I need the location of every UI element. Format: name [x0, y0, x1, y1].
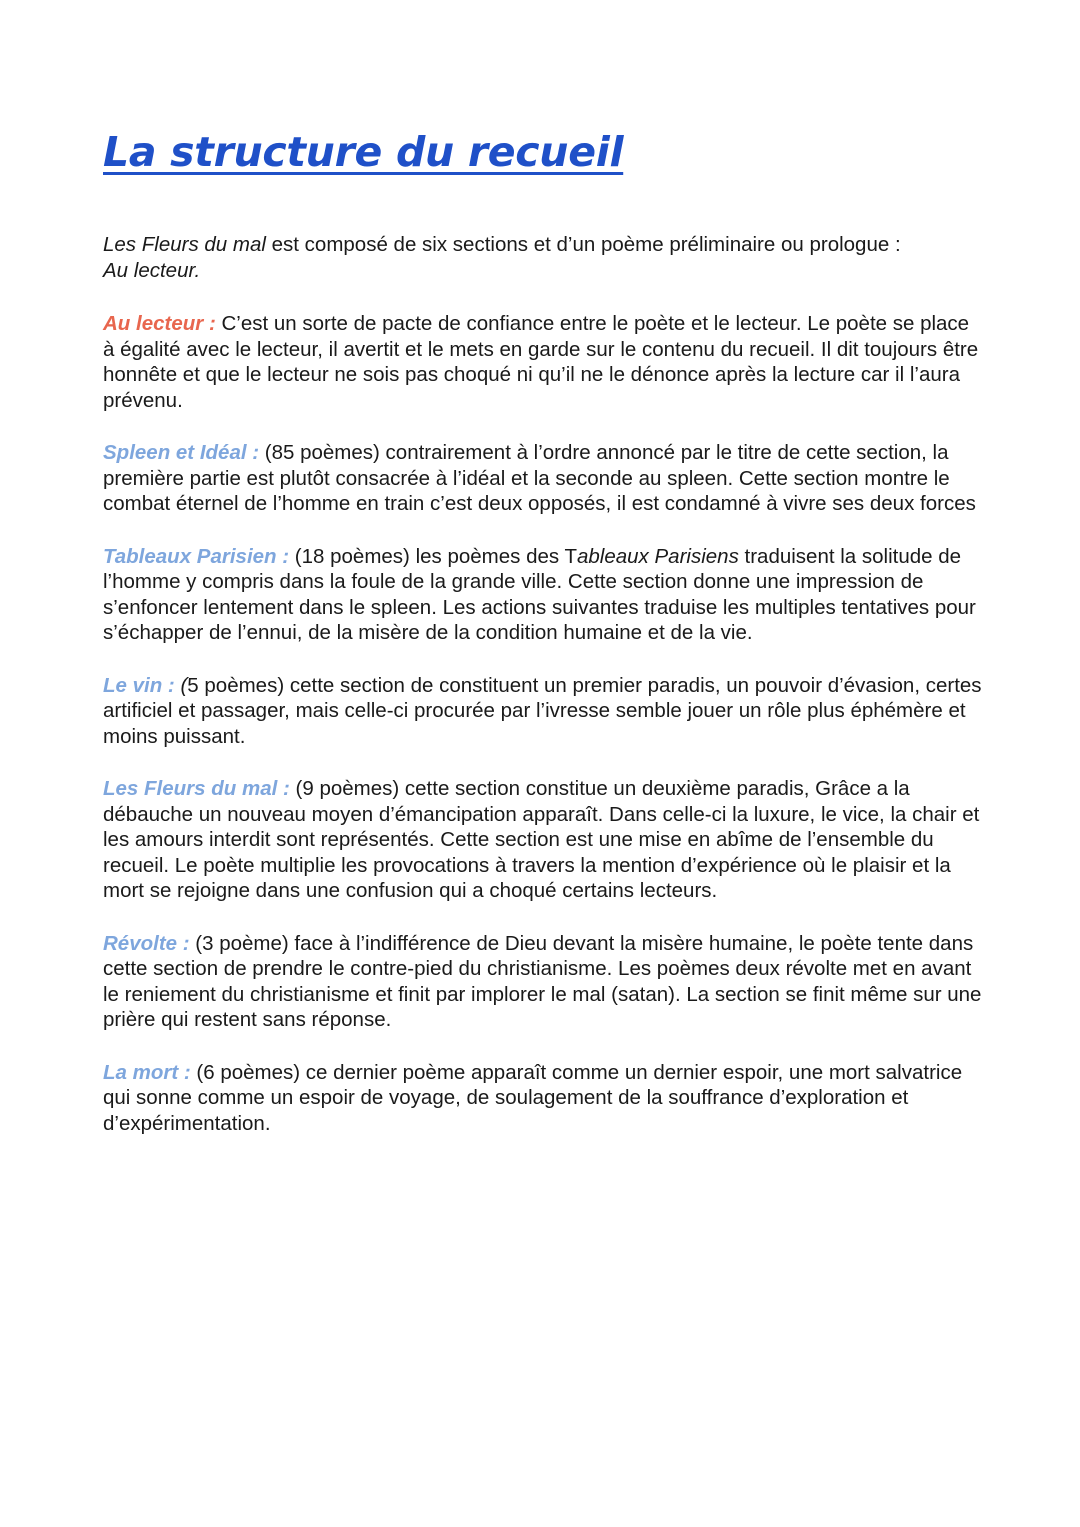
section-label-le-vin: Le vin :: [103, 673, 175, 697]
section-text-revolte: (3 poème) face à l’indifférence de Dieu devant la misère humaine, le poète tente dans cette section de prendre le contre-pied du christianisme. Les poèmes deux révolte met en avant le reniement du christianisme et finit par implorer le mal (satan). La section se finit même sur une prière qui restent sans réponse.: [103, 931, 982, 1031]
section-label-tableaux-parisien: Tableaux Parisien :: [103, 544, 290, 568]
section-text-spleen-et-ideal: (85 poèmes) contrairement à l’ordre annoncé par le titre de cette section, la première partie est plutôt consacrée à l’idéal et la seconde au spleen. Cette section montre le combat éternel de l’homme en train c’est deux opposés, il est condamné à vivre ses deux forces: [103, 441, 976, 515]
section-text-au-lecteur: C’est un sorte de pacte de confiance entre le poète et le lecteur. Le poète se place à égalité avec le lecteur, il avertit et le mets en garde sur le contenu du recueil. Il dit toujours être honnête et que le lecteur ne sois pas choqué ni qu’il ne le dénonce après la lecture car il l’aura prévenu.: [103, 312, 979, 412]
section-text-le-vin: 5 poèmes) cette section de constituent un premier paradis, un pouvoir d’évasion, certes artificiel et passager, mais celle-ci procurée par l’ivresse semble jouer un rôle plus éphémère et moins puissant.: [103, 673, 982, 748]
section-label-au-lecteur: Au lecteur :: [103, 312, 216, 335]
section-la-mort: [103, 1060, 983, 1137]
section-text-tableaux-parisien-a: (18 poèmes) les poèmes des T: [289, 544, 577, 568]
intro-text: est composé de six sections et d’un poème préliminaire ou prologue :: [265, 233, 901, 256]
section-label-revolte: Révolte :: [103, 931, 190, 955]
intro-paragraph: [103, 232, 983, 283]
document-body: [103, 232, 983, 1163]
section-text-tableaux-parisien-b: traduisent la solitude de l’homme y compris dans la foule de la grande ville. Cette section donne une impression de s’enfoncer lentement dans le spleen. Les actions suivantes traduise les multiples tentatives pour s’échapper de l’ennui, de la misère de la condition humaine et de la vie.: [103, 544, 976, 644]
section-spleen-et-ideal: [103, 440, 983, 517]
section-tableaux-parisien: [103, 544, 983, 646]
section-revolte: [103, 931, 983, 1033]
section-le-vin: [103, 673, 983, 750]
page-title: La structure du recueil: [103, 128, 624, 176]
section-label-spleen-et-ideal: Spleen et Idéal :: [103, 441, 260, 464]
section-label-la-mort: La mort :: [103, 1060, 191, 1084]
section-les-fleurs-du-mal: [103, 776, 983, 904]
section-text-tableaux-parisien-italic: ableaux Parisiens: [577, 544, 739, 568]
section-text-les-fleurs-du-mal: (9 poèmes) cette section constitue un deuxième paradis, Grâce a la débauche un nouveau moyen d’émancipation apparaît. Dans celle-ci la luxure, le vice, la chair et les amours interdit sont représentés. Cette section est une mise en abîme de l’ensemble du recueil. Le poète multiplie les provocations à travers la mention d’expérience où le plaisir et la mort se rejoigne dans une confusion qui a choqué certains lecteurs.: [103, 777, 980, 902]
intro-prologue: Au lecteur.: [103, 258, 201, 282]
section-au-lecteur: [103, 311, 983, 413]
intro-book-title: Les Fleurs du mal: [103, 233, 266, 256]
section-label-les-fleurs-du-mal: Les Fleurs du mal :: [103, 777, 290, 800]
section-text-le-vin-paren: (: [174, 673, 188, 697]
section-text-la-mort: (6 poèmes) ce dernier poème apparaît comme un dernier espoir, une mort salvatrice qui sonne comme un espoir de voyage, de soulagement de la souffrance d’exploration et d’expérimentation.: [103, 1060, 963, 1135]
